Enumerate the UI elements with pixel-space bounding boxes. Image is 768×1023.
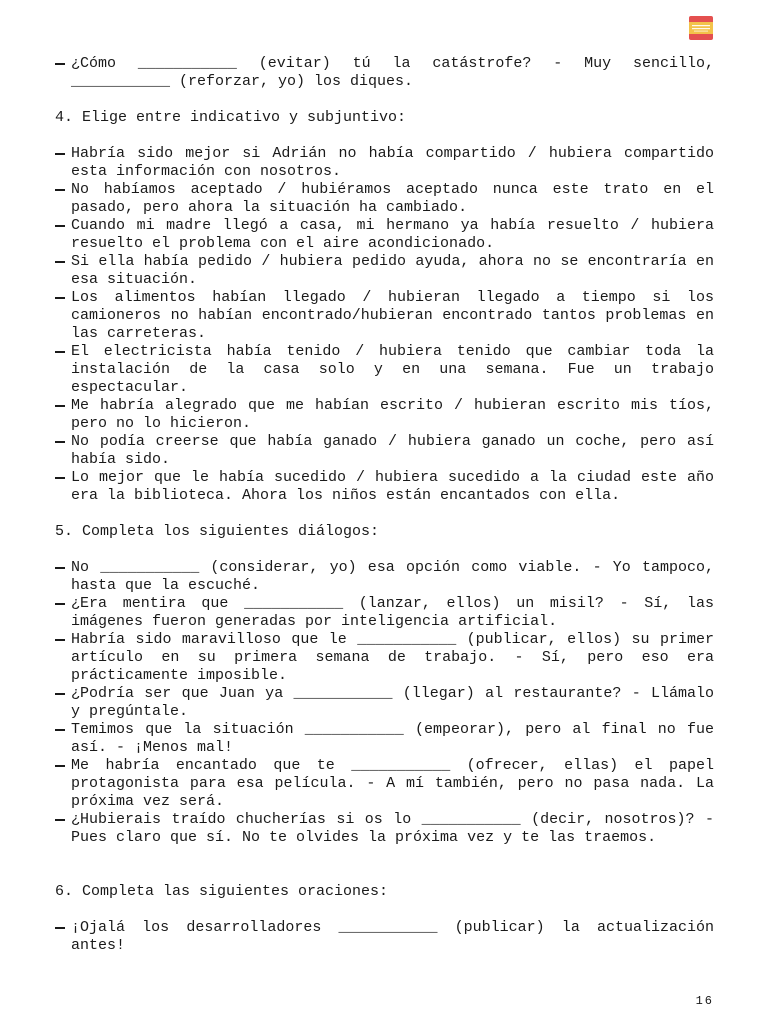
exercise-item: Habría sido mejor si Adrián no había compartido / hubiera compartido esta información con nosotros. [71,145,714,180]
bullet-dash [54,433,68,451]
bullet-dash [54,811,68,829]
bullet-dash [54,145,68,163]
exercise-item: Lo mejor que le había sucedido / hubiera sucedido a la ciudad este año era la biblioteca. Ahora los niños están encantados con ella. [71,469,714,504]
bullet-dash [54,217,68,235]
bullet-dash [54,289,68,307]
exercise-item: Me habría encantado que te ___________ (ofrecer, ellas) el papel protagonista para esa película. - A mí también, pero no pasa nada. La próxima vez será. [71,757,714,810]
bullet-dash [54,181,68,199]
exercise-item: ¿Hubierais traído chucherías si os lo ___________ (decir, nosotros)? - Pues claro que sí. No te olvides la próxima vez y te las traemos. [71,811,714,846]
exercise-item: Cuando mi madre llegó a casa, mi hermano ya había resuelto / hubiera resuelto el problema con el aire acondicionado. [71,217,714,252]
bullet-dash [54,343,68,361]
exercise-item: Habría sido maravilloso que le ___________ (publicar, ellos) su primer artículo en su primera semana de trabajo. - Sí, pero eso era prácticamente imposible. [71,631,714,684]
bullet-dash [54,397,68,415]
bullet-dash [54,595,68,613]
exercise-item: ¡Ojalá los desarrolladores ___________ (publicar) la actualización antes! [71,919,714,954]
bullet-dash [54,55,68,73]
exercise-item: El electricista había tenido / hubiera tenido que cambiar toda la instalación de la casa solo y en una semana. Fue un trabajo espectacular. [71,343,714,396]
exercise-item: Si ella había pedido / hubiera pedido ayuda, ahora no se encontraría en esa situación. [71,253,714,288]
page-number: 16 [695,994,714,1008]
exercise-item: No habíamos aceptado / hubiéramos aceptado nunca este trato en el pasado, pero ahora la situación ha cambiado. [71,181,714,216]
bullet-dash [54,721,68,739]
bullet-dash [54,559,68,577]
exercise-item: Los alimentos habían llegado / hubieran llegado a tiempo si los camioneros no habían encontrado/hubieran encontrado tantos problemas en las carreteras. [71,289,714,342]
exercise-item: No podía creerse que había ganado / hubiera ganado un coche, pero así había sido. [71,433,714,468]
spanish-flag-logo-icon [689,16,713,40]
exercise-item: No ___________ (considerar, yo) esa opción como viable. - Yo tampoco, hasta que la escuché. [71,559,714,594]
exercise-item: Temimos que la situación ___________ (empeorar), pero al final no fue así. - ¡Menos mal! [71,721,714,756]
section-6-heading: 6. Completa las siguientes oraciones: [55,883,389,900]
section-4-heading: 4. Elige entre indicativo y subjuntivo: [55,109,407,126]
bullet-dash [54,757,68,775]
exercise-item: Me habría alegrado que me habían escrito / hubieran escrito mis tíos, pero no lo hicieron. [71,397,714,432]
exercise-item: ¿Era mentira que ___________ (lanzar, ellos) un misil? - Sí, las imágenes fueron generadas por inteligencia artificial. [71,595,714,630]
bullet-dash [54,685,68,703]
bullet-dash [54,469,68,487]
exercise-item: ¿Cómo ___________ (evitar) tú la catástrofe? - Muy sencillo, ___________ (reforzar, yo) los diques. [71,55,714,90]
section-5-heading: 5. Completa los siguientes diálogos: [55,523,380,540]
exercise-item: ¿Podría ser que Juan ya ___________ (llegar) al restaurante? - Llámalo y pregúntale. [71,685,714,720]
bullet-dash [54,631,68,649]
bullet-dash [54,253,68,271]
bullet-dash [54,919,68,937]
